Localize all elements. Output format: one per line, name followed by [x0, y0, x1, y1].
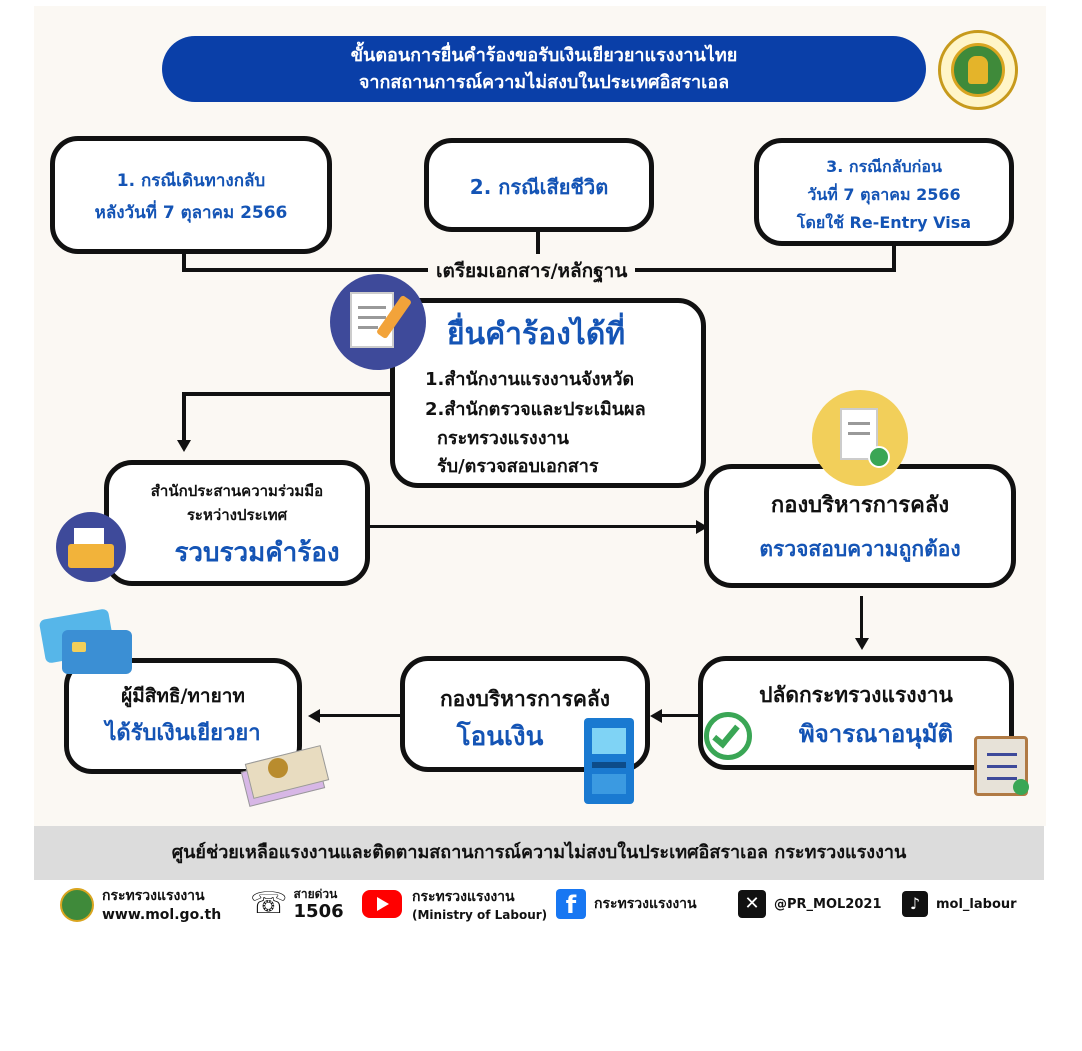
beneficiary-title: ผู้มีสิทธิ/ทายาท [121, 685, 245, 707]
submit-item-2: 2.สำนักตรวจและประเมินผล [425, 399, 646, 420]
verified-document-icon [812, 390, 908, 486]
arrow-left [308, 709, 320, 723]
atm-icon [584, 718, 634, 804]
hotline-number: 1506 [293, 900, 344, 922]
case-1-line-2: หลังวันที่ 7 ตุลาคม 2566 [94, 203, 288, 223]
case-3-line-2: วันที่ 7 ตุลาคม 2566 [807, 185, 961, 204]
connector [536, 232, 540, 254]
contact-facebook[interactable] [556, 884, 697, 924]
case-1-box [50, 136, 332, 254]
tiktok-handle: mol_labour [936, 896, 1017, 912]
submit-title: ยื่นคำร้องได้ที่ [447, 317, 626, 352]
case-1-line-1: 1. กรณีเดินทางกลับ [116, 171, 266, 191]
coordination-line-2: ระหว่างประเทศ [186, 506, 288, 524]
beneficiary-action: ได้รับเงินเยียวยา [105, 721, 261, 746]
coordination-action: รวบรวมคำร้อง [174, 538, 340, 568]
permanent-secretary-action: พิจารณาอนุมัติ [798, 720, 954, 748]
permanent-secretary-title: ปลัดกระทรวงแรงงาน [759, 683, 953, 707]
case-2-box [424, 138, 654, 232]
treasury-transfer-action: โอนเงิน [456, 722, 544, 752]
arrow-down [855, 638, 869, 650]
connector [182, 392, 186, 440]
approve-check-icon [704, 712, 752, 760]
case-3-box [754, 138, 1014, 246]
coordination-line-1: สำนักประสานความร่วมมือ [150, 482, 324, 500]
submit-box [390, 298, 706, 488]
hotline-label: สายด่วน [293, 886, 338, 901]
document-pen-icon [330, 274, 426, 370]
youtube-name: กระทรวงแรงงาน [412, 888, 515, 905]
coordination-box [104, 460, 370, 586]
submit-item-1: 1.สำนักงานแรงงานจังหวัด [425, 369, 635, 390]
connector [182, 392, 392, 396]
connector [318, 714, 400, 717]
youtube-subtitle: (Ministry of Labour) [412, 907, 548, 922]
contact-tiktok[interactable] [902, 884, 1017, 924]
prepare-documents-label: เตรียมเอกสาร/หลักฐาน [428, 256, 635, 286]
phone-icon: ☏ [250, 886, 288, 921]
clipboard-checklist-icon [974, 736, 1028, 796]
credit-card-icon [42, 614, 130, 674]
submit-item-4: รับ/ตรวจสอบเอกสาร [437, 456, 599, 477]
connector [892, 244, 896, 270]
contact-youtube[interactable] [362, 884, 547, 924]
folder-icon [56, 512, 126, 582]
helpcenter-banner: ศูนย์ช่วยเหลือแรงงานและติดตามสถานการณ์ความไม่สงบในประเทศอิสราเอล กระทรวงแรงงาน [34, 826, 1044, 880]
permanent-secretary-box [698, 656, 1014, 770]
x-icon: ✕ [738, 890, 766, 918]
website-link[interactable]: www.mol.go.th [102, 907, 222, 923]
connector [660, 714, 698, 717]
treasury-check-action: ตรวจสอบความถูกต้อง [759, 537, 961, 561]
arrow-left [650, 709, 662, 723]
facebook-icon: f [556, 889, 586, 919]
treasury-transfer-title: กองบริหารการคลัง [439, 687, 611, 711]
page-title [162, 36, 926, 102]
treasury-check-title: กองบริหารการคลัง [770, 493, 950, 518]
contact-ministry [60, 884, 221, 924]
ministry-seal-logo [938, 30, 1018, 110]
connector [860, 596, 863, 640]
facebook-name: กระทรวงแรงงาน [594, 896, 697, 912]
submit-item-3: กระทรวงแรงงาน [437, 428, 569, 449]
contact-x[interactable] [738, 884, 882, 924]
x-handle: @PR_MOL2021 [774, 896, 882, 912]
case-3-line-1: 3. กรณีกลับก่อน [826, 157, 942, 176]
banknotes-icon [238, 742, 328, 804]
youtube-icon [362, 890, 402, 918]
case-3-line-3: โดยใช้ Re-Entry Visa [796, 213, 972, 232]
contact-hotline[interactable] [250, 884, 344, 924]
connector [370, 525, 700, 528]
case-2-label: 2. กรณีเสียชีวิต [469, 175, 609, 199]
arrow-down [177, 440, 191, 452]
ministry-name: กระทรวงแรงงาน [102, 888, 205, 904]
title-line-2: จากสถานการณ์ความไม่สงบในประเทศอิสราเอล [358, 72, 730, 93]
title-line-1: ขั้นตอนการยื่นคำร้องขอรับเงินเยียวยาแรงงานไทย [350, 45, 738, 66]
ministry-logo-icon [60, 888, 94, 922]
tiktok-icon: ♪ [902, 891, 928, 917]
